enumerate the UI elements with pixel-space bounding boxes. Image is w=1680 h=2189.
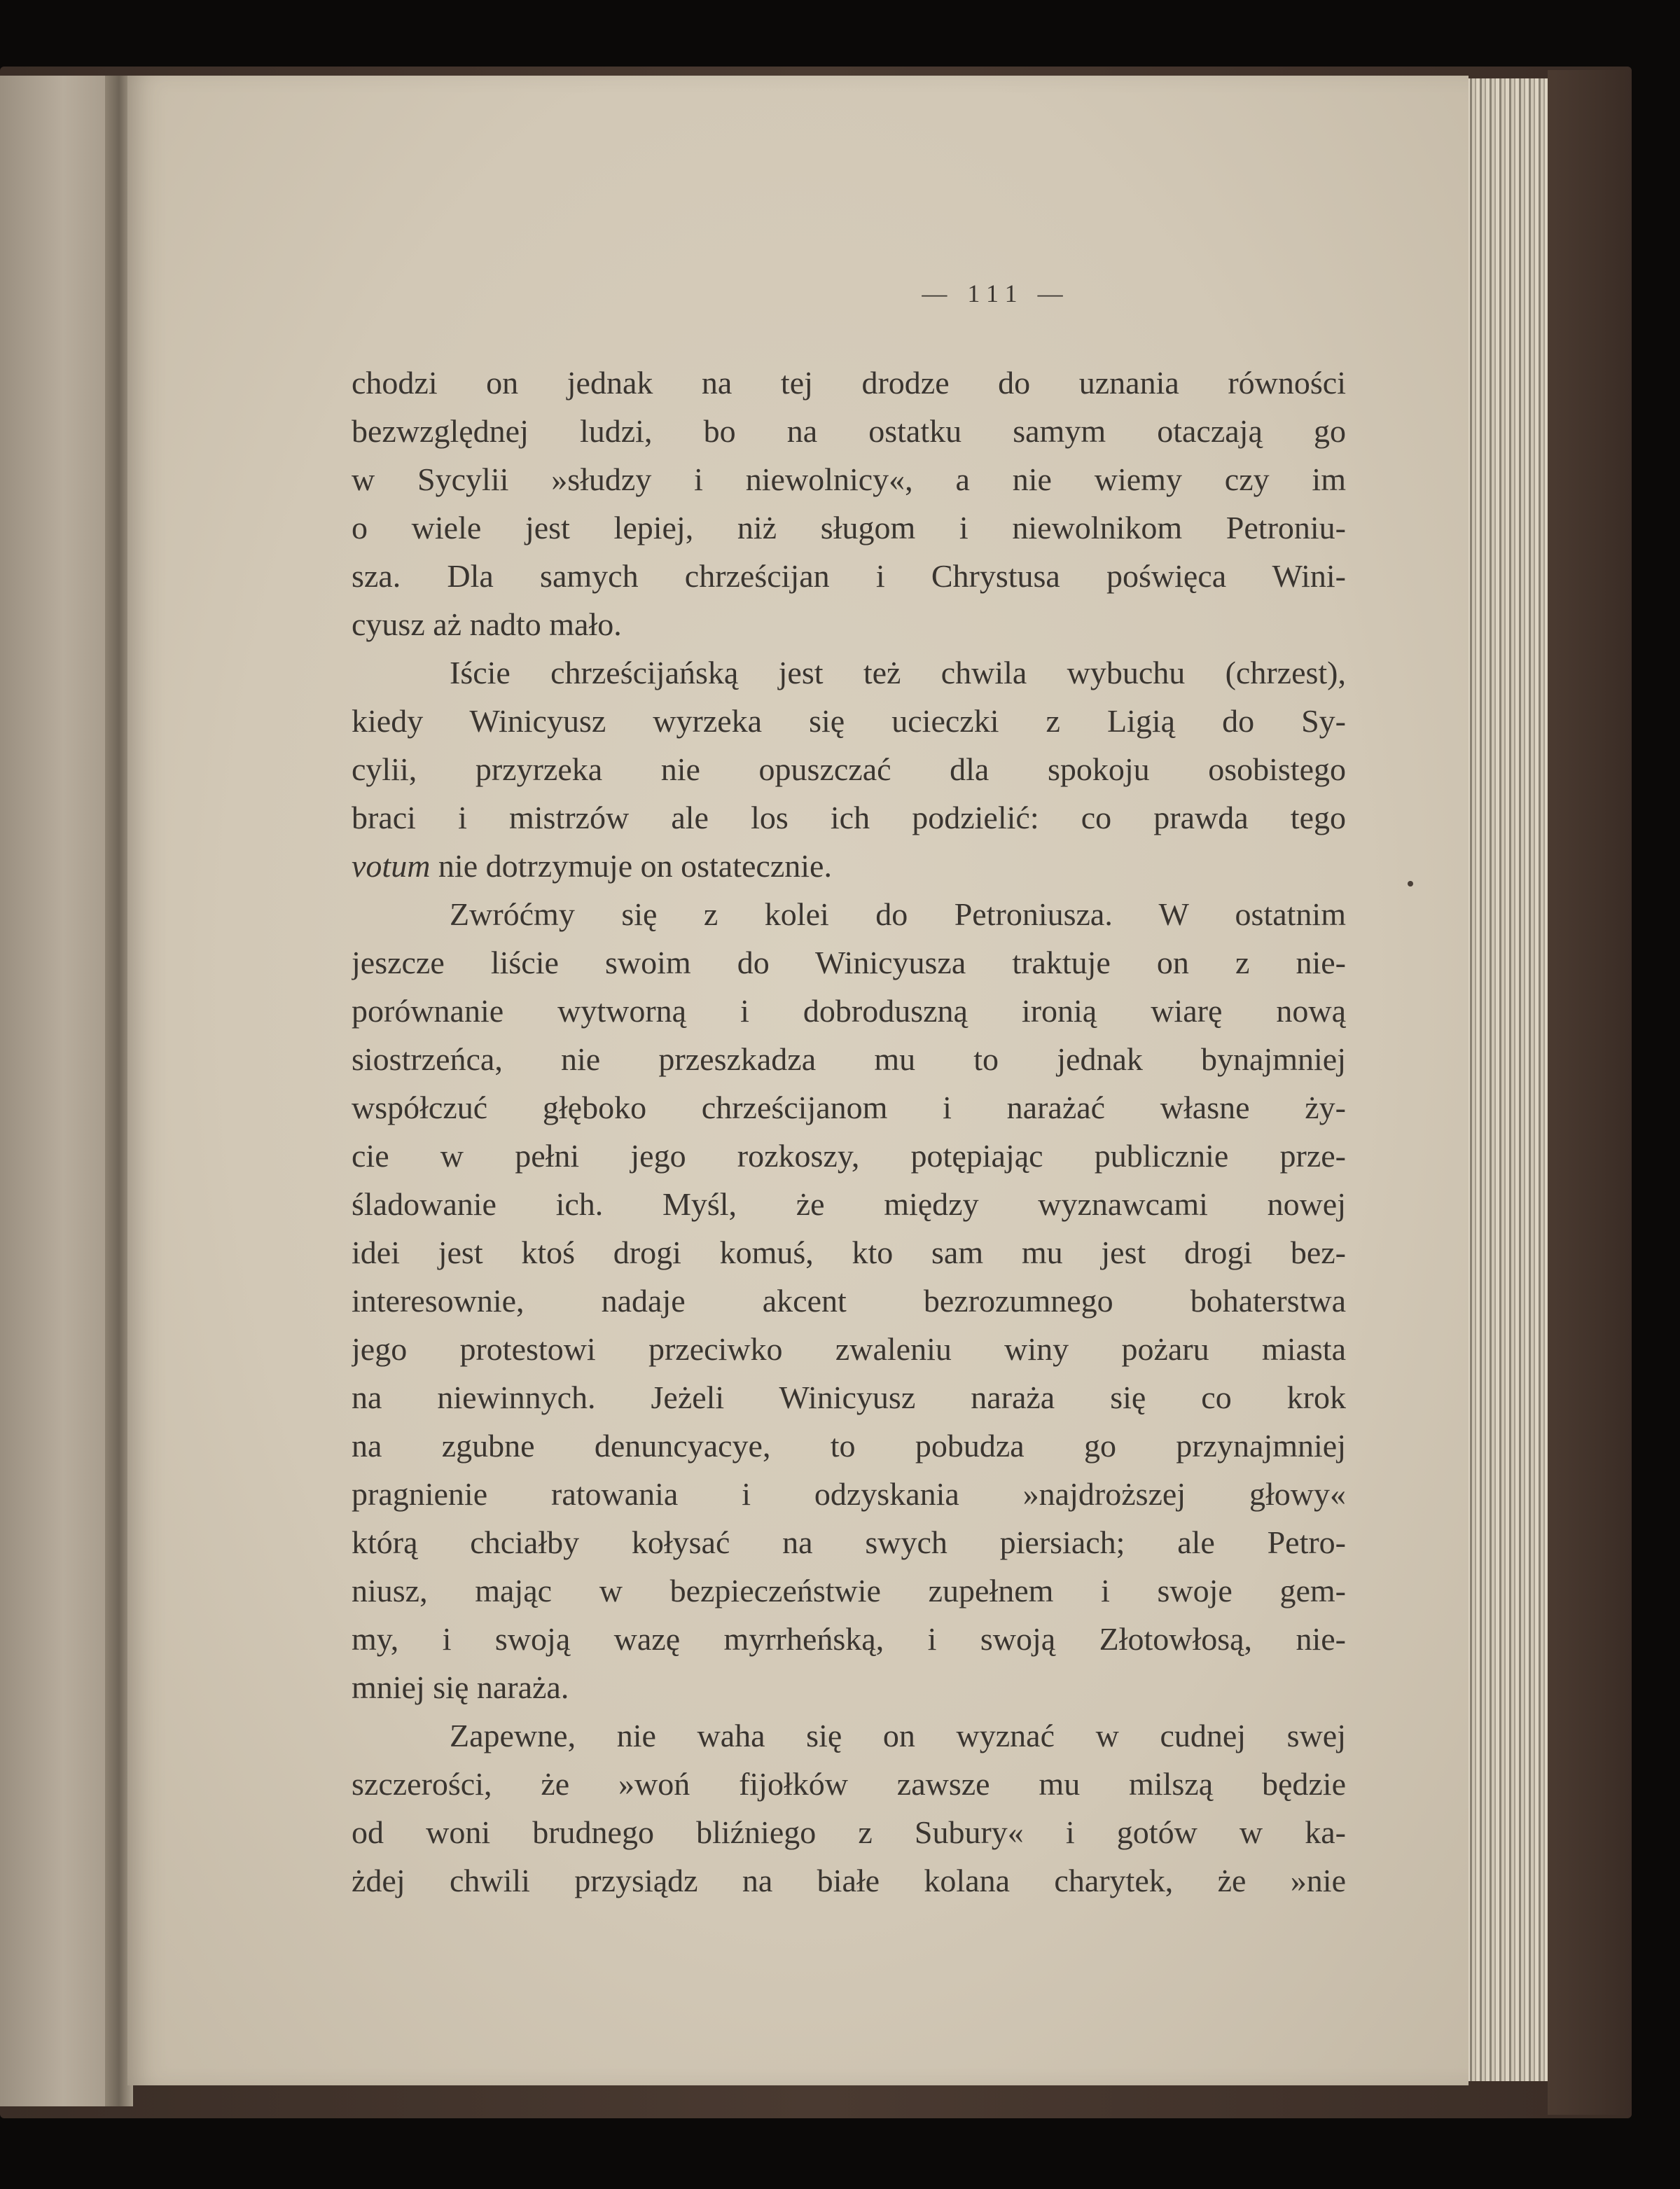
text-line: na zgubne denuncyacye, to pobudza go przynajmniej xyxy=(352,1428,1346,1464)
text-line: interesownie, nadaje akcent bezrozumnego bohaterstwa xyxy=(352,1283,1346,1319)
text-line: cie w pełni jego rozkoszy, potępiając publicznie prze- xyxy=(352,1138,1346,1174)
text-line: cylii, przyrzeka nie opuszczać dla spokoju osobistego xyxy=(352,751,1346,787)
paragraph-first-line: Zapewne, nie waha się on wyznać w cudnej swej xyxy=(450,1718,1346,1753)
text-line: żdej chwili przysiądz na białe kolana charytek, że »nie xyxy=(352,1863,1346,1898)
text-line: braci i mistrzów ale los ich podzielić: co prawda tego xyxy=(352,800,1346,835)
text-line: porównanie wytworną i dobroduszną ironią wiarę nową xyxy=(352,993,1346,1029)
text-line-rest: nie dotrzymuje on ostatecznie. xyxy=(430,848,832,884)
text-line: w Sycylii »słudzy i niewolnicy«, a nie wiemy czy im xyxy=(352,461,1346,497)
text-line: idei jest ktoś drogi komuś, kto sam mu jest drogi bez- xyxy=(352,1235,1346,1270)
text-line: kiedy Winicyusz wyrzeka się ucieczki z Ligią do Sy- xyxy=(352,703,1346,739)
italic-word: votum xyxy=(352,848,431,884)
page-block-edges xyxy=(1460,78,1548,2081)
text-line: cyusz aż nadto mało. xyxy=(352,606,622,642)
text-line: chodzi on jednak na tej drodze do uznania równości xyxy=(352,365,1346,401)
page-number-heading: — 111 — xyxy=(922,279,1070,307)
text-line: na niewinnych. Jeżeli Winicyusz naraża się co krok xyxy=(352,1380,1346,1415)
text-line: którą chciałby kołysać na swych piersiach; ale Petro- xyxy=(352,1524,1346,1560)
text-line: współczuć głęboko chrześcijanom i narażać własne ży- xyxy=(352,1090,1346,1125)
left-page-edge xyxy=(0,76,116,2106)
text-line: mniej się naraża. xyxy=(352,1669,569,1705)
text-line: my, i swoją wazę myrrheńską, i swoją Złotowłosą, nie- xyxy=(352,1621,1346,1657)
paragraph-first-line: Iście chrześcijańską jest też chwila wybuchu (chrzest), xyxy=(450,655,1346,690)
text-line: niusz, mając w bezpieczeństwie zupełnem i swoje gem- xyxy=(352,1573,1346,1608)
text-line: śladowanie ich. Myśl, że między wyznawcami nowej xyxy=(352,1186,1346,1222)
text-line: o wiele jest lepiej, niż sługom i niewolnikom Petroniu- xyxy=(352,510,1346,545)
book-page xyxy=(127,76,1469,2085)
text-line xyxy=(352,843,1346,889)
text-line: jeszcze liście swoim do Winicyusza traktuje on z nie- xyxy=(352,945,1346,980)
cover-edge xyxy=(1548,70,1632,2115)
ink-speck xyxy=(1408,881,1413,887)
paragraph-first-line: Zwróćmy się z kolei do Petroniusza. W ostatnim xyxy=(450,896,1346,932)
text-line: siostrzeńca, nie przeszkadza mu to jednak bynajmniej xyxy=(352,1041,1346,1077)
text-line: jego protestowi przeciwko zwaleniu winy pożaru miasta xyxy=(352,1331,1346,1367)
text-line: bezwzględnej ludzi, bo na ostatku samym otaczają go xyxy=(352,413,1346,449)
text-line: szczerości, że »woń fijołków zawsze mu milszą będzie xyxy=(352,1766,1346,1802)
text-line: sza. Dla samych chrześcijan i Chrystusa poświęca Wini- xyxy=(352,558,1346,594)
text-line: od woni brudnego bliźniego z Subury« i gotów w ka- xyxy=(352,1814,1346,1850)
text-line: pragnienie ratowania i odzyskania »najdroższej głowy« xyxy=(352,1476,1346,1512)
